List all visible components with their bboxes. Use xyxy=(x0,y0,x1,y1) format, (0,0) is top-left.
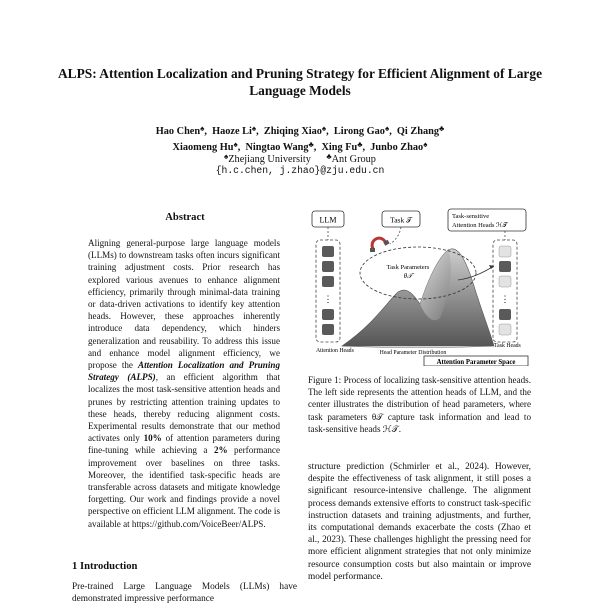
attention-head xyxy=(322,276,334,287)
section-heading-introduction: 1 Introduction xyxy=(72,561,138,572)
affiliations xyxy=(40,150,560,166)
author: Ningtao Wang♣ xyxy=(245,140,314,153)
author-emails: {h.c.chen, j.zhao}@zju.edu.cn xyxy=(215,165,385,176)
author: Hao Chen♠ xyxy=(155,124,205,137)
stat-10pct: 10% xyxy=(143,433,162,444)
right-column-body: structure prediction (Schmirler et al., 2024). However, despite the effectiveness of task alignment, it still poses a significant resource-intensive challenge. The alignment process demands extensive efforts to construct task-specific instruction datasets and training adjustments, and further, its computational demands exacerbate the costs (Zhao et al., 2023). These challenges highlight the pressing need for more efficient alignment strategies that not only minimize resource consumption costs but also maintain or improve model performance. xyxy=(308,462,531,582)
author: Xiaomeng Hu♠ xyxy=(172,140,238,153)
task-label: Task 𝒯 xyxy=(390,215,412,225)
affiliation-1: Zhejiang University xyxy=(228,154,311,165)
method-name: Attention Localization and Pruning Strategy (ALPS) xyxy=(88,360,280,383)
author: Qi Zhang♣ xyxy=(396,124,445,137)
figure-1 xyxy=(308,208,531,366)
task-heads-label: Task Heads xyxy=(494,343,521,349)
task-head xyxy=(499,309,511,320)
arrow xyxy=(390,227,401,244)
paper-title: ALPS: Attention Localization and Pruning Strategy for Efficient Alignment of Large Language Models xyxy=(57,66,543,98)
author: Junbo Zhao♠ xyxy=(370,140,428,153)
attention-head xyxy=(322,246,334,257)
llm-label: LLM xyxy=(319,215,337,225)
magnet-icon xyxy=(370,238,390,252)
author-line-2: Xiaomeng Hu♠, Ningtao Wang♣, Xing Fu♣, Junbo Zhao♠ xyxy=(172,140,428,153)
figure-1-diagram xyxy=(308,208,531,366)
task-params-symbol: θ𝒯 xyxy=(403,272,413,280)
intro-body: Pre-trained Large Language Models (LLMs) have demonstrated impressive performance xyxy=(72,582,297,605)
affiliation-2: Ant Group xyxy=(331,154,376,165)
distribution-label: Head Parameter Distribution xyxy=(379,350,447,356)
attention-head xyxy=(322,261,334,272)
abstract-body: Aligning general-purpose large language models (LLMs) to downstream tasks often incurs significant training adjustment costs. Prior research has explored various avenues to enhance alignment efficiency, primarily through minimal-data training or data-driven activations to identify key attention heads. However, these approaches inherently introduce data dependency, which hinders generalization and reusability. To address this issue and enhance model alignment efficiency, we propose the Attention Localization and Pruning Strategy (ALPS), an efficient algorithm that localizes the most task-sensitive attention heads and prunes by restricting attention training updates to these heads, thereby reducing alignment costs. Experimental results demonstrate that our method activates only 10% of attention parameters during fine-tuning while achieving a 2% performance improvement over baselines on three tasks. Moreover, the identified task-specific heads are transferable across datasets and mitigate knowledge forgetting. Our work and findings provide a novel perspective on efficient LLM alignment. The code is available at https://github.com/VoiceBeer/ALPS. xyxy=(88,238,281,529)
stat-2pct: 2% xyxy=(213,445,228,456)
task-head xyxy=(499,276,511,287)
task-head xyxy=(499,246,511,257)
abstract-heading: Abstract xyxy=(165,212,205,223)
task-head xyxy=(499,261,511,272)
space-label: Attention Parameter Space xyxy=(436,359,516,366)
affiliation-mark: ♣ xyxy=(326,152,332,161)
author: Haoze Li♠ xyxy=(212,124,257,137)
author-line-1: Hao Chen♠, Haoze Li♠, Zhiqing Xiao♠, Lirong Gao♠, Qi Zhang♣ xyxy=(155,124,445,137)
heads-label-line1: Task-sensitive xyxy=(452,213,490,220)
author: Lirong Gao♠ xyxy=(333,124,390,137)
author: Zhiqing Xiao♠ xyxy=(263,124,327,137)
affiliation-mark: ♠ xyxy=(224,152,229,161)
author: Xing Fu♣ xyxy=(321,140,363,153)
ellipsis: ⋮ xyxy=(500,294,510,304)
heads-label-line2: Attention Heads ℋ𝒯 xyxy=(452,222,508,229)
ellipsis: ⋮ xyxy=(323,294,333,304)
figure-caption: Figure 1: Process of localizing task-sensitive attention heads. The left side represents the attention heads of LLM, and the center illustrates the distribution of head parameters, where task parameters θ𝒯 capture task information and lead to task-sensitive heads ℋ𝒯. xyxy=(308,375,531,434)
attention-head xyxy=(322,309,334,320)
attention-head xyxy=(322,324,334,335)
task-head xyxy=(499,324,511,335)
attention-heads-label: Attention Heads xyxy=(316,348,354,354)
task-params-label: Task Parameters xyxy=(386,264,430,271)
